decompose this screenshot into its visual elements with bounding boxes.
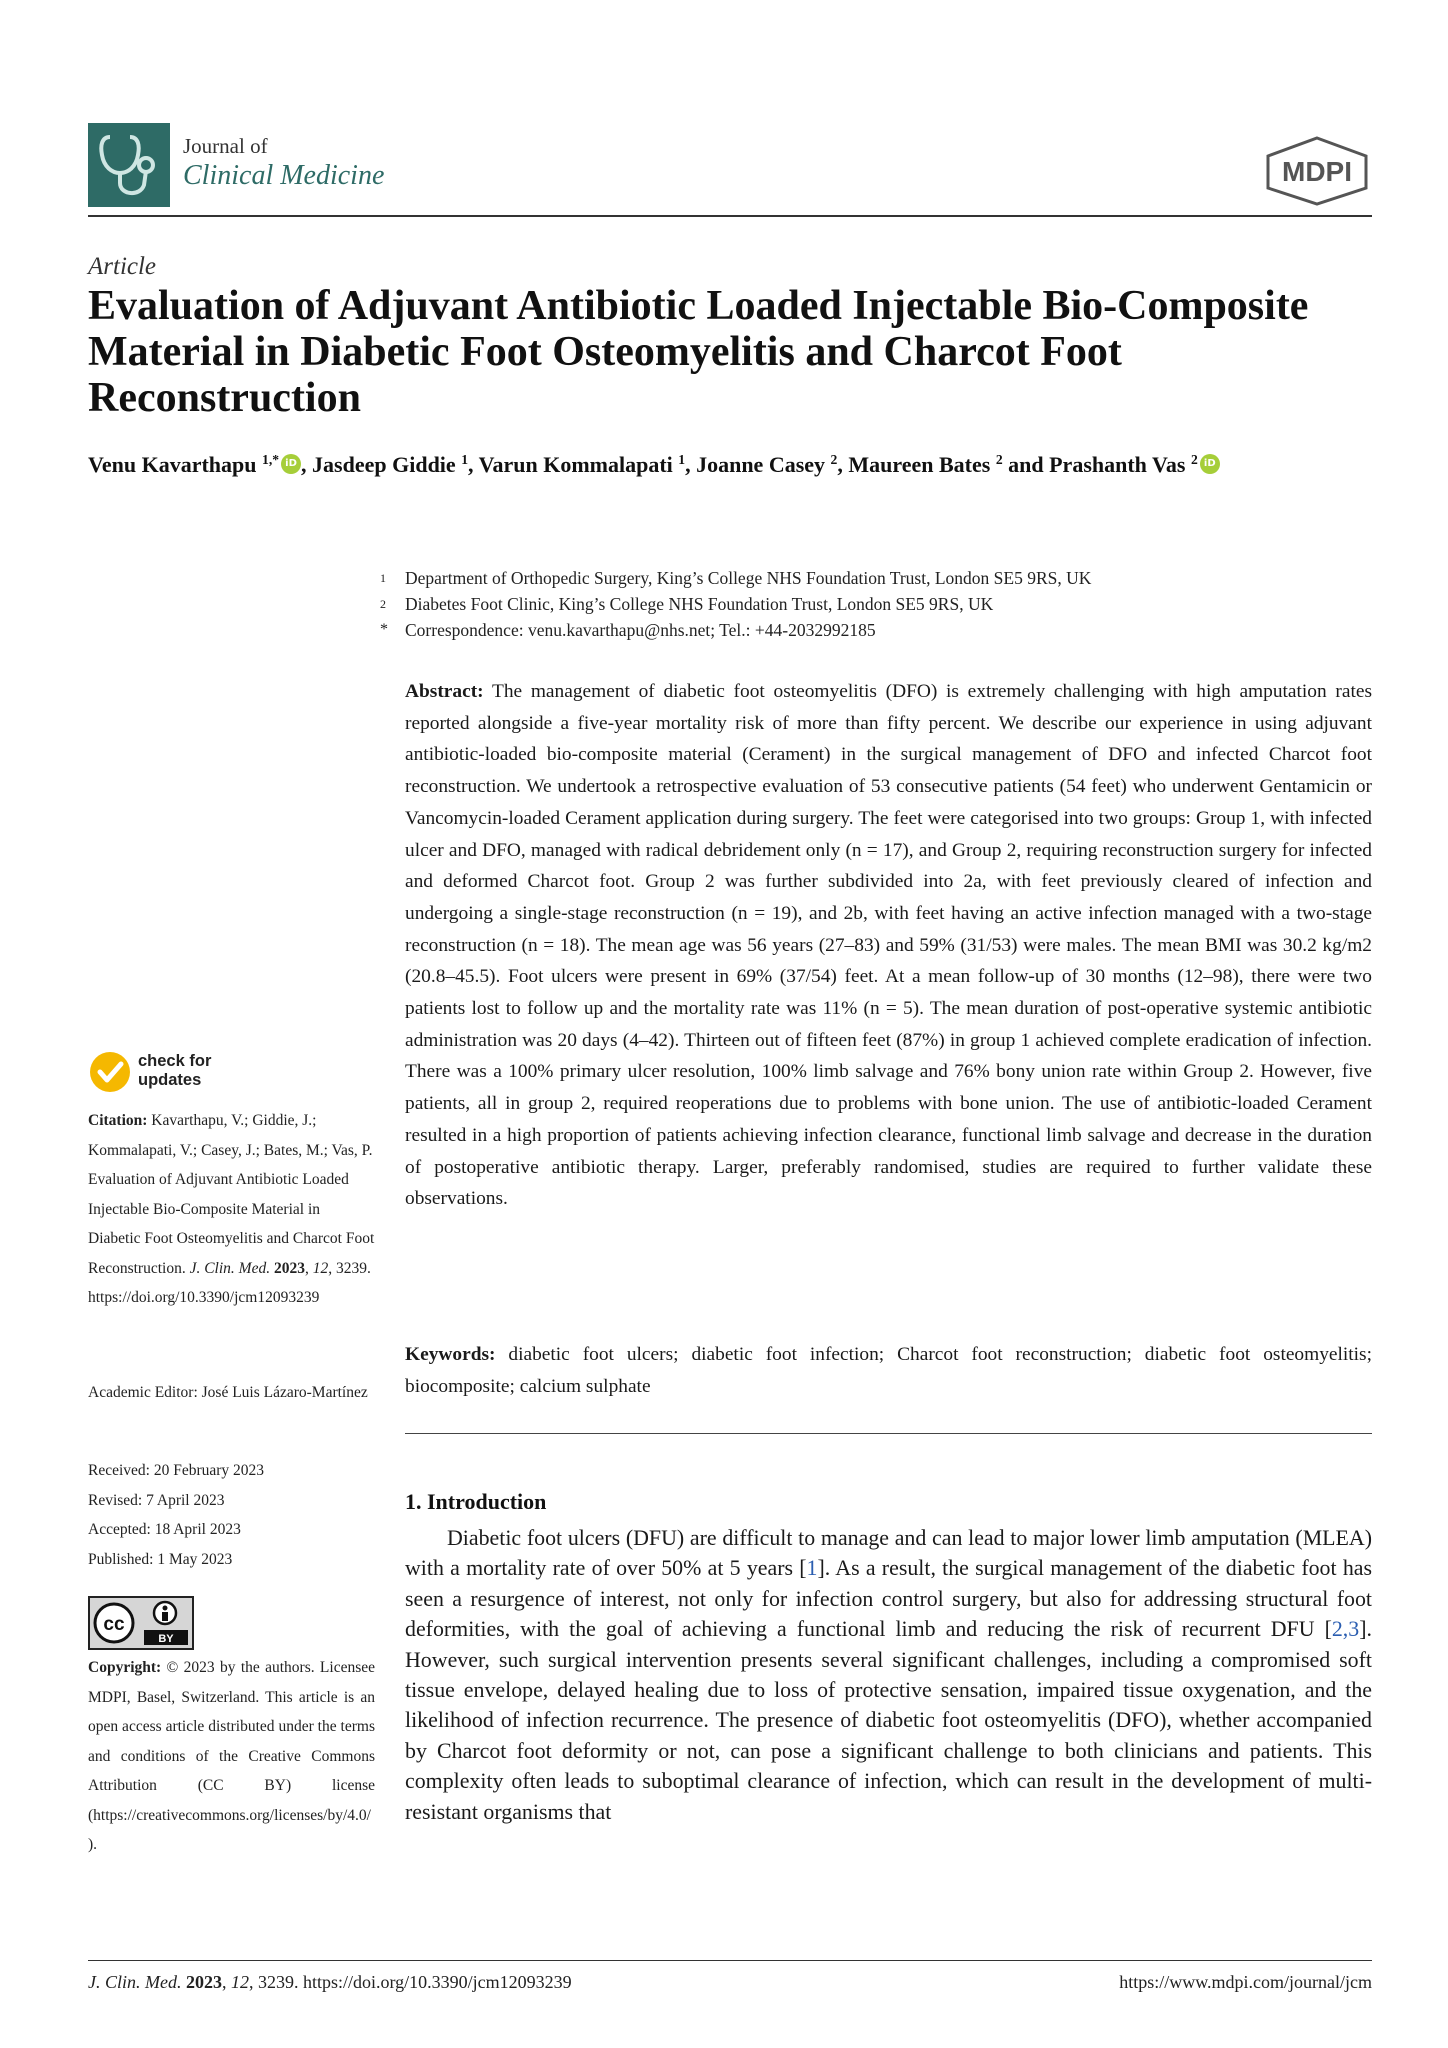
footer-volume: 12 [230, 1972, 249, 1992]
reference-link[interactable]: 1 [806, 1555, 818, 1581]
abstract-label: Abstract: [405, 681, 484, 702]
author-name: Venu Kavarthapu [88, 452, 257, 477]
header-divider [88, 215, 1372, 217]
checkmark-icon [88, 1050, 132, 1094]
abstract-text: The management of diabetic foot osteomyelitis (DFO) is extremely challenging with high amputation rates reported alongside a five-year mortality risk of more than fifty percent. We describe our experience in using adjuvant antibiotic-loaded bio-composite material (Cerament) in the surgical management of DFO and infected Charcot foot reconstruction. We undertook a retrospective evaluation of 53 consecutive patients (54 feet) who underwent Gentamicin or Vancomycin-loaded Cerament application during surgery. The feet were categorised into two groups: Group 1, with infected ulcer and DFO, managed with radical debridement only (n = 17), and Group 2, requiring reconstruction surgery for infected and deformed Charcot foot. Group 2 was further subdivided into 2a, with feet previously cleared of infection and undergoing a single-stage reconstruction (n = 19), and 2b, with feet having an active infection managed with a two-stage reconstruction (n = 18). The mean age was 56 years (27–83) and 59% (31/53) were males. The mean BMI was 30.2 kg/m2 (20.8–45.5). Foot ulcers were present in 69% (37/54) feet. At a mean follow-up of 30 months (12–98), there were two patients lost to follow up and the mortality rate was 11% (n = 5). The mean duration of post-operative systemic antibiotic administration was 20 days (4–42). Thirteen out of fifteen feet (87%) in group 1 achieved complete eradication of infection. There was a 100% primary ulcer resolution, 100% limb salvage and 76% bony union rate within Group 2. However, five patients, all in group 2, required reoperations due to problems with bone union. The use of antibiotic-loaded Cerament resulted in a high proportion of patients achieving infection clearance, functional limb salvage and decrease in the duration of postoperative antibiotic therapy. Larger, preferably randomised, studies are required to further validate these observations. [405, 681, 1372, 1210]
abstract [405, 676, 1372, 1215]
copyright-block [88, 1653, 375, 1860]
citation-label: Citation: [88, 1112, 148, 1129]
orcid-icon[interactable]: iD [1200, 454, 1220, 474]
introduction-paragraph [405, 1523, 1372, 1827]
reference-link[interactable]: 2,3 [1331, 1616, 1360, 1642]
author-affiliation-mark: 1,* [262, 451, 280, 467]
academic-editor [88, 1378, 375, 1408]
section-heading-introduction: 1. Introduction [405, 1489, 547, 1514]
keywords-text: diabetic foot ulcers; diabetic foot infection; Charcot foot reconstruction; diabetic foot osteomyelitis; biocomposite; calcium sulphate [405, 1344, 1372, 1397]
affiliation-text: Department of Orthopedic Surgery, King’s College NHS Foundation Trust, London SE5 9RS, UK [405, 568, 1092, 588]
author-affiliation-mark: 1 [461, 451, 468, 467]
article-title: Evaluation of Adjuvant Antibiotic Loaded Injectable Bio-Composite Material in Diabetic Foot Osteomyelitis and Charcot Foot Reconstruction [88, 283, 1309, 421]
date-received: Received: 20 February 2023 [88, 1462, 265, 1479]
stethoscope-icon [88, 123, 170, 207]
affiliation-text: Diabetes Foot Clinic, King’s College NHS Foundation Trust, London SE5 9RS, UK [405, 594, 994, 614]
author-name: Varun Kommalapati [478, 452, 673, 477]
footer-divider [88, 1960, 1372, 1961]
author-separator: , [468, 452, 479, 477]
affiliation-mark: * [380, 621, 388, 638]
intro-text-part: Diabetic foot ulcers (DFU) are difficult to manage and can lead to major lower limb amputation (MLEA) with a mortality rate of over 50% at 5 years [ [405, 1525, 1372, 1581]
intro-text-part: ]. As a result, the surgical management of the diabetic foot has seen a resurgence of interest, not only for infection control surgery, but also for addressing structural foot deformities, with the goal of achieving a functional limb and reducing the risk of recurrent DFU [ [405, 1555, 1372, 1642]
citation-block: Citation: Kavarthapu, V.; Giddie, J.; Kommalapati, V.; Casey, J.; Bates, M.; Vas, P. Evaluation of Adjuvant Antibiotic Loaded Injectable Bio-Composite Material in Diabetic Foot Osteomyelitis and Charcot Foot Reconstruction. J. Clin. Med. 2023, 12, 3239. https://doi.org/10.3390/jcm12093239 [88, 1112, 375, 1306]
intro-text-part: ]. However, such surgical intervention presents several significant challenges, including a compromised soft tissue envelope, delayed healing due to loss of protective sensation, impaired tissue oxygenation, and the likelihood of infection recurrence. The presence of diabetic foot osteomyelitis (DFO), whether accompanied by Charcot foot deformity or not, can pose a significant challenge to both clinicians and patients. This complexity often leads to suboptimal clearance of infection, which can result in the development of multi-resistant organisms that [405, 1616, 1372, 1824]
publisher-logo [1262, 134, 1372, 206]
journal-logo [88, 123, 170, 207]
affiliation-1 [380, 565, 1092, 591]
date-accepted: Accepted: 18 April 2023 [88, 1521, 241, 1538]
copyright-text: © 2023 by the authors. Licensee MDPI, Basel, Switzerland. This article is an open access article distributed under the terms and conditions of the Creative Commons Attribution (CC BY) license (https://creativecommons.org/licenses/by/4.0/). [88, 1659, 376, 1853]
author-affiliation-mark: 2 [830, 451, 838, 467]
author-affiliation-mark: 1 [678, 451, 686, 467]
author-separator: , [685, 452, 697, 477]
editor-label: Academic Editor: [88, 1384, 198, 1401]
affiliation-mark: 2 [380, 597, 386, 611]
copyright-label: Copyright: [88, 1659, 162, 1676]
author-separator: , [837, 452, 849, 477]
date-published: Published: 1 May 2023 [88, 1550, 233, 1568]
check-line-2: updates [138, 1071, 202, 1089]
cc-by-label: BY [158, 1633, 174, 1645]
keywords-label: Keywords: [405, 1344, 496, 1365]
footer-citation: J. Clin. Med. 2023, 12, 3239. https://doi.org/10.3390/jcm12093239 [88, 1972, 572, 1992]
affiliation-mark: 1 [380, 571, 386, 585]
author-name: Prashanth Vas [1049, 452, 1186, 477]
author-separator: , [301, 452, 313, 477]
correspondence [380, 617, 876, 643]
publisher-name: MDPI [1282, 156, 1352, 187]
keywords [405, 1339, 1372, 1402]
cc-by-license-badge[interactable] [88, 1596, 194, 1650]
svg-text:cc: cc [103, 1614, 125, 1635]
footer-journal: J. Clin. Med. [88, 1972, 182, 1992]
footer-year: 2023 [185, 1972, 222, 1992]
citation-text: Kavarthapu, V.; Giddie, J.; Kommalapati, V.; Casey, J.; Bates, M.; Vas, P. Evaluation of Adjuvant Antibiotic Loaded Injectable Bio-Composite Material in Diabetic Foot Osteomyelitis and Charcot Foot Reconstruction. [88, 1112, 375, 1277]
citation-journal: J. Clin. Med. [189, 1259, 271, 1277]
citation-volume: 12 [312, 1259, 329, 1277]
citation-year: 2023 [273, 1259, 305, 1277]
author-affiliation-mark: 2 [1190, 451, 1198, 467]
citation-doi[interactable]: 3239. https://doi.org/10.3390/jcm12093239 [88, 1259, 371, 1306]
editor-name: José Luis Lázaro-Martínez [201, 1384, 368, 1401]
author-list [88, 448, 1338, 481]
journal-name-line1: Journal of [183, 134, 268, 158]
orcid-icon[interactable]: iD [281, 454, 301, 474]
footer-doi[interactable]: 3239. https://doi.org/10.3390/jcm12093239 [257, 1972, 572, 1992]
affiliation-2 [380, 591, 994, 617]
check-for-updates-badge[interactable] [88, 1050, 288, 1096]
correspondence-text: Correspondence: venu.kavarthapu@nhs.net; Tel.: +44-2032992185 [405, 620, 876, 640]
dates-block [88, 1456, 375, 1574]
journal-name-line2: Clinical Medicine [183, 160, 385, 191]
author-name: Joanne Casey [696, 452, 826, 477]
author-affiliation-mark: 2 [995, 451, 1003, 467]
footer-journal-url[interactable]: https://www.mdpi.com/journal/jcm [1119, 1972, 1372, 1992]
check-line-1: check for [138, 1052, 212, 1070]
check-for-updates-text [138, 1052, 211, 1090]
date-revised: Revised: 7 April 2023 [88, 1491, 225, 1509]
article-type: Article [88, 253, 157, 280]
author-name: Jasdeep Giddie [312, 452, 456, 477]
keywords-divider [405, 1433, 1372, 1434]
author-separator: and [1002, 452, 1050, 477]
author-name: Maureen Bates [848, 452, 991, 477]
